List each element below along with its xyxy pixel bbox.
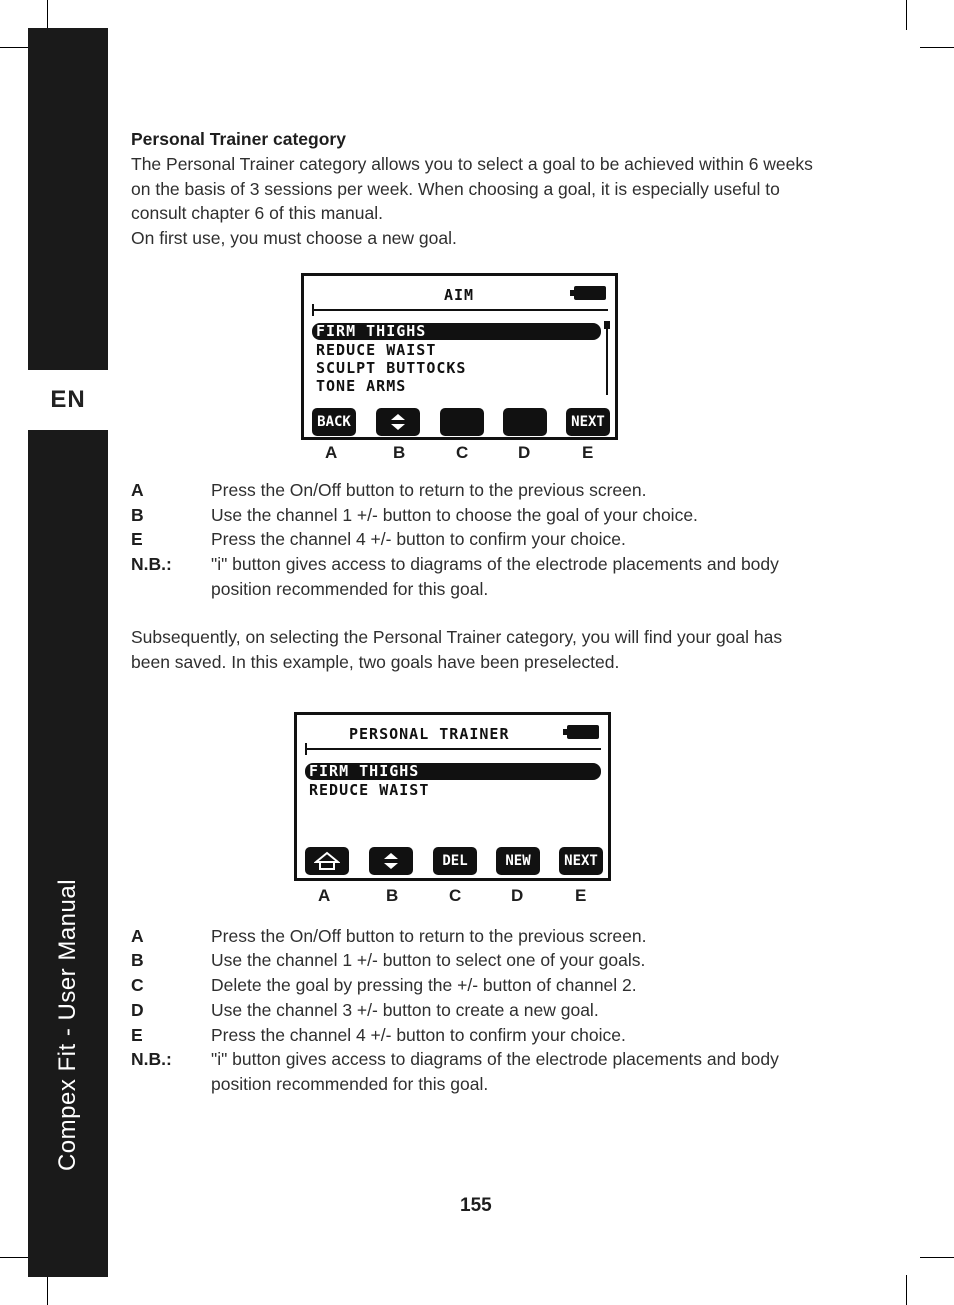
menu-item[interactable]: FIRM THIGHS — [312, 323, 601, 340]
legend-text: Use the channel 1 +/- button to choose the goal of your choice. — [211, 505, 698, 525]
legend-text: position recommended for this goal. — [211, 579, 489, 599]
button-letter: A — [318, 886, 331, 905]
legend-text: position recommended for this goal. — [211, 1074, 489, 1094]
crop-mark — [920, 47, 954, 48]
button-letter: E — [575, 886, 587, 905]
button-letter: A — [325, 443, 338, 462]
legend-text: "i" button gives access to diagrams of the electrode placements and body — [211, 1049, 779, 1069]
paragraph-line: Subsequently, on selecting the Personal Trainer category, you will find your goal has — [131, 627, 783, 647]
home-icon — [314, 851, 340, 871]
up-down-arrows-icon — [383, 852, 399, 870]
blank-button-c[interactable] — [440, 408, 484, 436]
language-tab: EN — [50, 386, 86, 413]
menu-item[interactable]: REDUCE WAIST — [309, 781, 430, 799]
legend-key: C — [131, 975, 144, 995]
intro-line: on the basis of 3 sessions per week. When choosing a goal, it is especially useful to — [131, 179, 780, 199]
next-button[interactable]: NEXT — [566, 408, 610, 436]
paragraph-line: been saved. In this example, two goals have been preselected. — [131, 652, 620, 672]
legend-text: Delete the goal by pressing the +/- button of channel 2. — [211, 975, 637, 995]
legend-key: A — [131, 926, 144, 946]
crop-mark — [47, 0, 48, 30]
legend-text: Press the channel 4 +/- button to confirm your choice. — [211, 1025, 626, 1045]
home-button[interactable] — [305, 847, 349, 875]
up-down-arrows-icon — [390, 413, 406, 431]
button-letter: C — [456, 443, 469, 462]
crop-mark — [0, 1257, 30, 1258]
section-heading: Personal Trainer category — [131, 129, 346, 149]
scrollbar[interactable] — [606, 323, 608, 395]
battery-icon — [567, 725, 599, 739]
back-button[interactable]: BACK — [312, 408, 356, 436]
button-letter: C — [449, 886, 462, 905]
menu-item[interactable]: TONE ARMS — [316, 377, 407, 395]
legend-key: B — [131, 950, 144, 970]
crop-mark — [906, 0, 907, 30]
legend-key: E — [131, 1025, 143, 1045]
button-letter: D — [518, 443, 531, 462]
manual-title: Compex Fit - User Manual — [54, 878, 81, 1172]
legend-text: Press the On/Off button to return to the previous screen. — [211, 480, 647, 500]
legend-text: Use the channel 1 +/- button to select one of your goals. — [211, 950, 646, 970]
divider-line — [305, 748, 601, 750]
scrollbar-thumb[interactable] — [604, 321, 610, 329]
delete-button[interactable]: DEL — [433, 847, 477, 875]
intro-line: The Personal Trainer category allows you to select a goal to be achieved within 6 weeks — [131, 154, 813, 174]
page-number: 155 — [460, 1195, 492, 1216]
lcd-screen-aim — [301, 273, 618, 440]
legend-key: A — [131, 480, 144, 500]
blank-button-d[interactable] — [503, 408, 547, 436]
legend-text: Press the channel 4 +/- button to confirm your choice. — [211, 529, 626, 549]
legend-text: Press the On/Off button to return to the previous screen. — [211, 926, 647, 946]
screen-title: AIM — [444, 286, 475, 304]
crop-mark — [906, 1275, 907, 1305]
new-button[interactable]: NEW — [496, 847, 540, 875]
crop-mark — [920, 1257, 954, 1258]
menu-item[interactable]: REDUCE WAIST — [316, 341, 437, 359]
button-letter: B — [386, 886, 399, 905]
lcd-screen-personal-trainer — [294, 712, 611, 881]
legend-key: E — [131, 529, 143, 549]
button-letter: D — [511, 886, 524, 905]
legend-key: N.B.: — [131, 554, 172, 574]
up-down-button[interactable] — [376, 408, 420, 436]
button-letter: B — [393, 443, 406, 462]
intro-line: consult chapter 6 of this manual. — [131, 203, 383, 223]
battery-icon — [574, 286, 606, 300]
legend-key: B — [131, 505, 144, 525]
up-down-button[interactable] — [369, 847, 413, 875]
legend-key: D — [131, 1000, 144, 1020]
legend-key: N.B.: — [131, 1049, 172, 1069]
crop-mark — [47, 1275, 48, 1305]
menu-item[interactable]: FIRM THIGHS — [305, 763, 601, 780]
screen-title: PERSONAL TRAINER — [349, 725, 510, 743]
legend-text: "i" button gives access to diagrams of the electrode placements and body — [211, 554, 779, 574]
crop-mark — [0, 47, 30, 48]
divider-line — [312, 309, 608, 311]
button-letter: E — [582, 443, 594, 462]
next-button[interactable]: NEXT — [559, 847, 603, 875]
sidebar-band — [28, 28, 108, 370]
intro-line: On first use, you must choose a new goal. — [131, 228, 457, 248]
legend-text: Use the channel 3 +/- button to create a new goal. — [211, 1000, 599, 1020]
menu-item[interactable]: SCULPT BUTTOCKS — [316, 359, 467, 377]
